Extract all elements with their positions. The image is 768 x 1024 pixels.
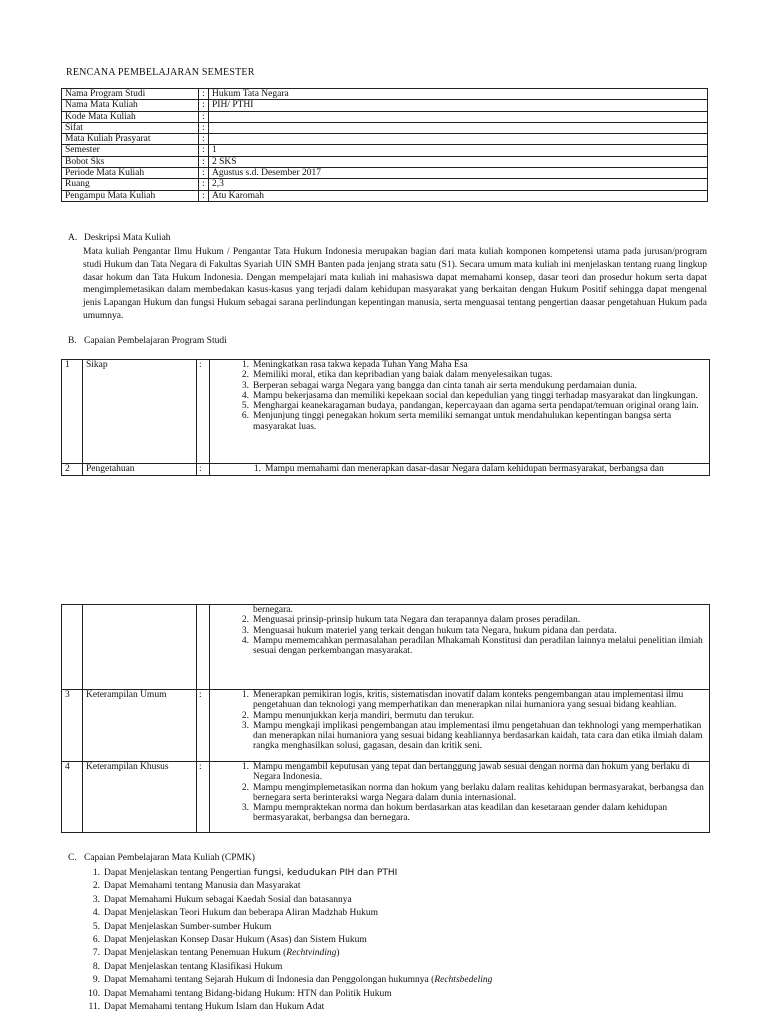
info-value: 2 SKS — [209, 156, 708, 167]
info-label: Ruang — [62, 179, 199, 190]
info-value: Agustus s.d. Desember 2017 — [209, 168, 708, 179]
learning-outcomes-table-part2 — [61, 604, 710, 833]
umum-list-cell — [210, 690, 710, 762]
course-info-table — [61, 88, 708, 202]
row-label: Pengetahuan — [83, 464, 197, 476]
cpmk-list — [86, 867, 726, 1014]
info-row — [62, 145, 708, 156]
cpmk-item: 7. Dapat Menjelaskan tentang Penemuan Hukum (Rechtvinding) — [92, 948, 340, 959]
row-keterampilan-umum — [62, 690, 710, 762]
info-row — [62, 168, 708, 179]
info-label: Pengampu Mata Kuliah — [62, 190, 199, 201]
info-label: Sifat — [62, 122, 199, 133]
section-a-heading: A. Deskripsi Mata Kuliah — [68, 233, 171, 243]
row-number: 1 — [62, 360, 83, 464]
pengetahuan-list — [213, 605, 706, 656]
list-item: 3. Mampu mempraktekan norma dan hokum berdasarkan atas keadilan dan kesetaraan gender dalam kehidupan bermasyarakat, berbangsa dan bernegara. — [241, 803, 668, 824]
list-item: 4. Mampu mememcahkan permasalahan peradilan Mhakamah Konstitusi dan peradilan lainnya melalui penelitian ilmiah sesuai dengan perkembangan masyarakat. — [241, 635, 703, 657]
info-label: Mata Kuliah Prasyarat — [62, 134, 199, 145]
info-separator: : — [199, 168, 209, 179]
info-separator: : — [199, 156, 209, 167]
pengetahuan-first-cell — [210, 464, 710, 476]
row-separator: : — [197, 762, 210, 833]
info-value: PIH/ PTHI — [209, 100, 708, 111]
row-separator: : — [197, 464, 210, 476]
info-row — [62, 156, 708, 167]
info-label: Kode Mata Kuliah — [62, 111, 199, 122]
list-item: 3. Menguasai hukum materiel yang terkait dengan hukum tata Negara, hukum pidana dan perdata. — [241, 625, 617, 636]
cpmk-item: 3. Dapat Memahami Hukum sebagai Kaedah Sosial dan batasannya — [92, 894, 352, 905]
list-item: 6. Menjunjung tinggi penegakan hokum serta memiliki semangat untuk mendahulukan kepentingan bangsa serta masyarakat luas. — [241, 411, 672, 432]
info-separator: : — [199, 145, 209, 156]
info-value — [209, 122, 708, 133]
cpmk-item: 4. Dapat Menjelaskan Teori Hukum dan beberapa Aliran Madzhab Hukum — [92, 908, 379, 919]
course-description: Mata kuliah Pengantar Ilmu Hukum / Pengantar Tata Hukum Indonesia merupakan bagian dari mata kuliah komponen kompetensi utama pada jurusan/program studi Hukum dan Tata Negara di Fakultas Syariah UIN SMH Banten pada jenjang strata satu (S1). Secara umum mata kuliah ini menjelaskan tentang ruang lingkup dasar hokum dan Tata Hukum Indonesia. Dengan mempelajari mata kuliah ini mahasiswa dapat memahami konsep, dasar teori dan prosedur hokum serta dapat mengimplemetasikan dalam membedakan kasus-kasus yang terjadi dalam kehidupan masyarakat yang berkaitan dengan Hukum Positif sehingga dapat mengenal jenis Lapangan Hukum dan fungsi Hukum sebagai sarana perlindungan kepentingan manusia, serta menguasai tentang pengertian daasar pengetahuan Hukum pada umumnya. — [83, 247, 707, 321]
row-separator: : — [197, 360, 210, 464]
info-row — [62, 122, 708, 133]
info-value — [209, 111, 708, 122]
list-item: 1. Menerapkan pemikiran logis, kritis, sistematisdan inovatif dalam konteks pengembangan atau implementasi ilmu pengetahuan dan teknologi yang memperhatikan dan menerapkan nilai humaniora yang sesuai bidang keahlian. — [241, 690, 684, 711]
info-separator: : — [199, 179, 209, 190]
info-row — [62, 134, 708, 145]
info-row — [62, 190, 708, 201]
list-item: 2. Menguasai prinsip-prinsip hukum tata Negara dan terapannya dalam proses peradilan. — [241, 615, 581, 626]
list-item: 5. Menghargai keanekaragaman budaya, pandangan, kepercayaan dan agama serta pendapat/temuan original orang lain. — [241, 401, 699, 412]
info-row — [62, 179, 708, 190]
document-title: RENCANA PEMBELAJARAN SEMESTER — [66, 67, 255, 78]
khusus-list-cell — [210, 762, 710, 833]
info-separator: : — [199, 190, 209, 201]
info-label: Bobot Sks — [62, 156, 199, 167]
row-number: 3 — [62, 690, 83, 762]
keterampilan-khusus-list — [213, 762, 706, 824]
list-item: 2. Mampu mengimplemetasikan norma dan hokum yang berlaku dalam realitas kehidupan bermasyarakat, berbangsa dan bernegara serta berinteraksi warga Negara dalam dunia internasional. — [241, 782, 704, 803]
list-item: 3. Berperan sebagai warga Negara yang bangga dan cinta tanah air serta mendukung perdamaian dunia. — [241, 380, 637, 391]
pengetahuan-list-cell — [210, 605, 710, 690]
sikap-list-cell — [210, 360, 710, 464]
cpmk-item: 10. Dapat Memahami tentang Bidang-bidang Hukum: HTN dan Politik Hukum — [88, 988, 392, 999]
sikap-list — [213, 360, 706, 432]
list-item: 2. Mampu menunjukkan kerja mandiri, bermutu dan terukur. — [241, 710, 475, 721]
info-value: 2,3 — [209, 179, 708, 190]
cpmk-item: 1. Dapat Menjelaskan tentang Pengertian fungsi, kedudukan PIH dan PTHI — [92, 868, 398, 878]
cpmk-item: 2. Dapat Memahami tentang Manusia dan Masyarakat — [92, 881, 301, 892]
list-item: 3. Mampu mengkaji implikasi pengembangan atau implementasi ilmu pengetahuan dan tekhnologi yang memperhatikan dan menerapkan nilai humaniora yang sesuai bidang keahliannya berdasarkan kaidah, tata cara dan etika ilmiah dalam rangka menghasilkan solusi, gagasan, desain dan kritik seni. — [241, 720, 703, 752]
info-value: 1 — [209, 145, 708, 156]
info-label: Semester — [62, 145, 199, 156]
learning-outcomes-table-part1 — [61, 359, 710, 476]
row-separator: : — [197, 690, 210, 762]
info-separator: : — [199, 89, 209, 100]
section-b-heading: B. Capaian Pembelajaran Program Studi — [68, 336, 227, 346]
info-separator: : — [199, 122, 209, 133]
section-c-heading: C. Capaian Pembelajaran Mata Kuliah (CPMK) — [68, 853, 255, 863]
row-label: Keterampilan Khusus — [83, 762, 197, 833]
row-label: Sikap — [83, 360, 197, 464]
row-number: 2 — [62, 464, 83, 476]
info-label: Nama Program Studi — [62, 89, 199, 100]
row-number: 4 — [62, 762, 83, 833]
info-row — [62, 89, 708, 100]
cpmk-item: 5. Dapat Menjelaskan Sumber-sumber Hukum — [92, 921, 272, 932]
cpmk-item: 6. Dapat Menjelaskan Konsep Dasar Hukum (Asas) dan Sistem Hukum — [92, 935, 367, 946]
cpmk-item: 11. Dapat Memahami tentang Hukum Islam dan Hukum Adat — [88, 1002, 325, 1013]
info-separator: : — [199, 134, 209, 145]
cpmk-item: 9. Dapat Memahami tentang Sejarah Hukum di Indonesia dan Penggolongan hukumnya (Rechtsbedeling — [92, 975, 493, 986]
info-row — [62, 100, 708, 111]
list-item: 1. Meningkatkan rasa takwa kepada Tuhan Yang Maha Esa — [241, 360, 468, 370]
info-value: Atu Karomah — [209, 190, 708, 201]
row-pengetahuan — [62, 464, 710, 476]
info-separator: : — [199, 111, 209, 122]
keterampilan-umum-list — [213, 690, 706, 752]
cpmk-item: 8. Dapat Menjelaskan tentang Klasifikasi Hukum — [92, 961, 283, 972]
info-label: Periode Mata Kuliah — [62, 168, 199, 179]
row-label: Keterampilan Umum — [83, 690, 197, 762]
list-item: 4. Mampu bekerjasama dan memiliki kepekaan social dan kepedulian yang tinggi terhadap masyarakat dan lingkungan. — [241, 390, 698, 401]
row-sikap — [62, 360, 710, 464]
list-item: 2. Memiliki moral, etika dan kepribadian yang baiak dalam menyelesaikan tugas. — [241, 370, 553, 381]
row-keterampilan-khusus — [62, 762, 710, 833]
info-value: Hukum Tata Negara — [209, 89, 708, 100]
list-item: 1. Mampu memahami dan menerapkan dasar-dasar Negara dalam kehidupan bermasyarakat, berbangsa dan — [253, 464, 664, 474]
row-pengetahuan-continued — [62, 605, 710, 690]
info-value — [209, 134, 708, 145]
info-separator: : — [199, 100, 209, 111]
list-item-continuation: bernegara. — [253, 605, 293, 615]
info-row — [62, 111, 708, 122]
list-item: 1. Mampu mengambil keputusan yang tepat dan bertanggung jawab sesuai dengan norma dan hokum yang berlaku di Negara Indonesia. — [241, 762, 690, 783]
info-label: Nama Mata Kuliah — [62, 100, 199, 111]
